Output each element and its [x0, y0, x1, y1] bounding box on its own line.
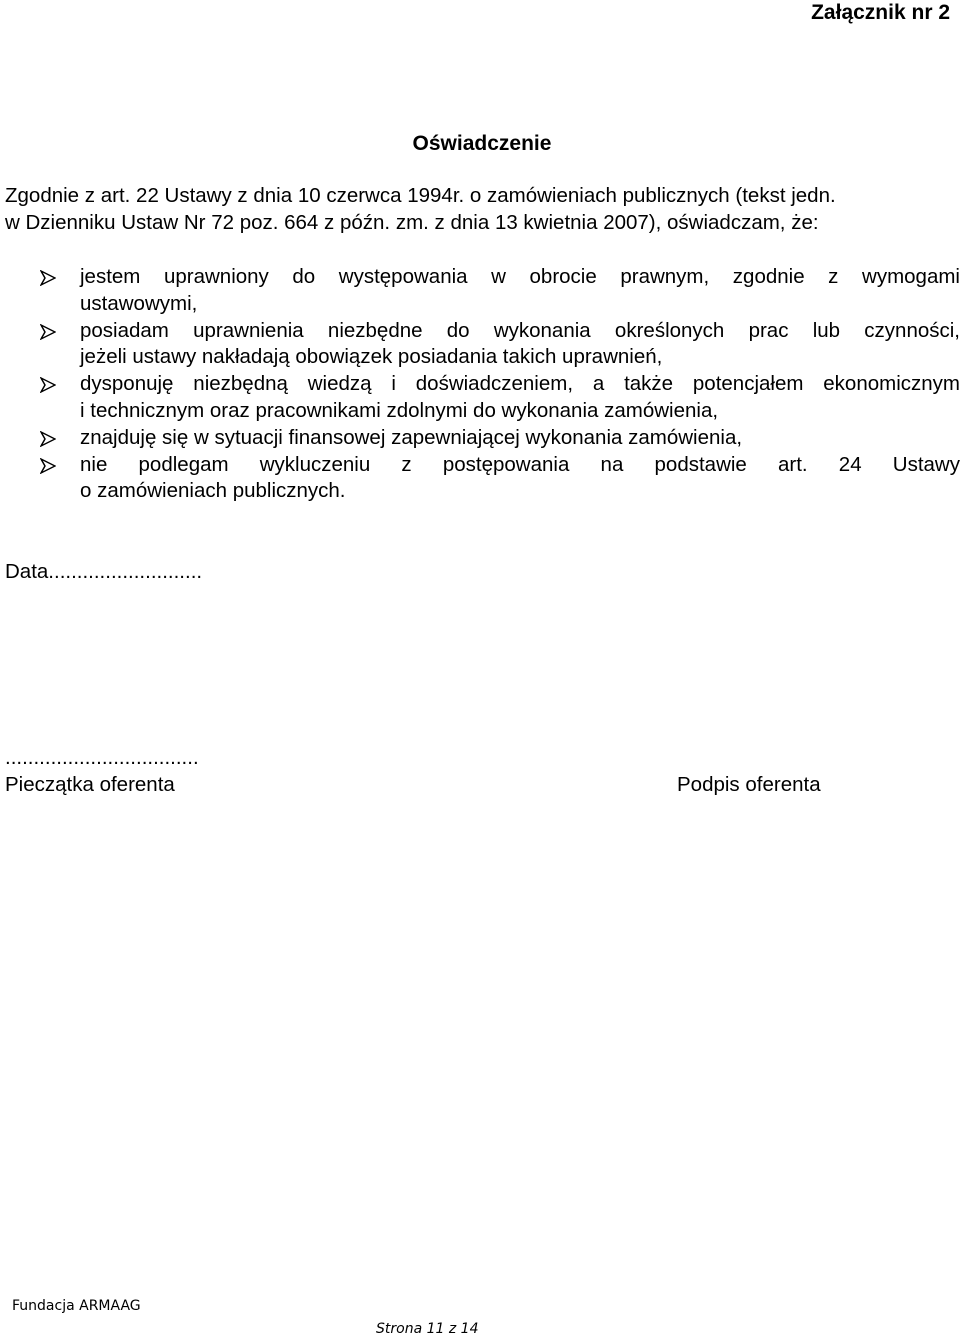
document-title: Oświadczenie — [412, 132, 552, 155]
arrowhead-bullet-icon — [40, 270, 56, 286]
arrowhead-bullet-icon — [40, 377, 56, 393]
statement-line: ustawowymi, — [80, 291, 198, 315]
statement-line: jeżeli ustawy nakładają obowiązek posiadania takich uprawnień, — [80, 345, 663, 369]
signature-label: Podpis oferenta — [677, 773, 821, 796]
statement-line: posiadam uprawnienia niezbędne do wykonania określonych prac lub czynności, — [80, 318, 960, 342]
statement-item — [40, 452, 960, 506]
arrowhead-bullet-icon — [40, 458, 56, 474]
intro-line-1: Zgodnie z art. 22 Ustawy z dnia 10 czerwca 1994r. o zamówieniach publicznych (tekst jedn. — [5, 184, 836, 207]
arrowhead-bullet-icon — [40, 324, 56, 340]
footer-organization: Fundacja ARMAAG — [12, 1298, 141, 1314]
statement-line: dysponuję niezbędną wiedzą i doświadczeniem, a także potencjałem ekonomicznym — [80, 372, 960, 396]
signature-dots-line: .................................. — [5, 746, 199, 769]
intro-line-2: w Dzienniku Ustaw Nr 72 poz. 664 z późn. zm. z dnia 13 kwietnia 2007), oświadczam, że: — [5, 210, 819, 234]
statement-item — [40, 318, 960, 372]
date-field-line: Data........................... — [5, 560, 203, 583]
statement-item — [40, 264, 960, 318]
statement-line: o zamówieniach publicznych. — [80, 479, 346, 503]
statement-line: jestem uprawniony do występowania w obrocie prawnym, zgodnie z wymogami — [80, 265, 960, 288]
arrowhead-bullet-icon — [40, 431, 56, 447]
annex-label: Załącznik nr 2 — [811, 1, 950, 24]
statement-item — [40, 371, 960, 425]
statements-list — [40, 264, 960, 505]
statement-line: nie podlegam wykluczeniu z postępowania na podstawie art. 24 Ustawy — [80, 452, 960, 476]
statement-line: znajduję się w sytuacji finansowej zapewniającej wykonania zamówienia, — [80, 425, 743, 449]
statement-item — [40, 425, 960, 452]
footer-page-number: Strona 11 z 14 — [376, 1321, 479, 1337]
stamp-label: Pieczątka oferenta — [5, 773, 175, 796]
intro-paragraph — [5, 183, 960, 236]
statement-line: i technicznym oraz pracownikami zdolnymi do wykonania zamówienia, — [80, 398, 719, 422]
